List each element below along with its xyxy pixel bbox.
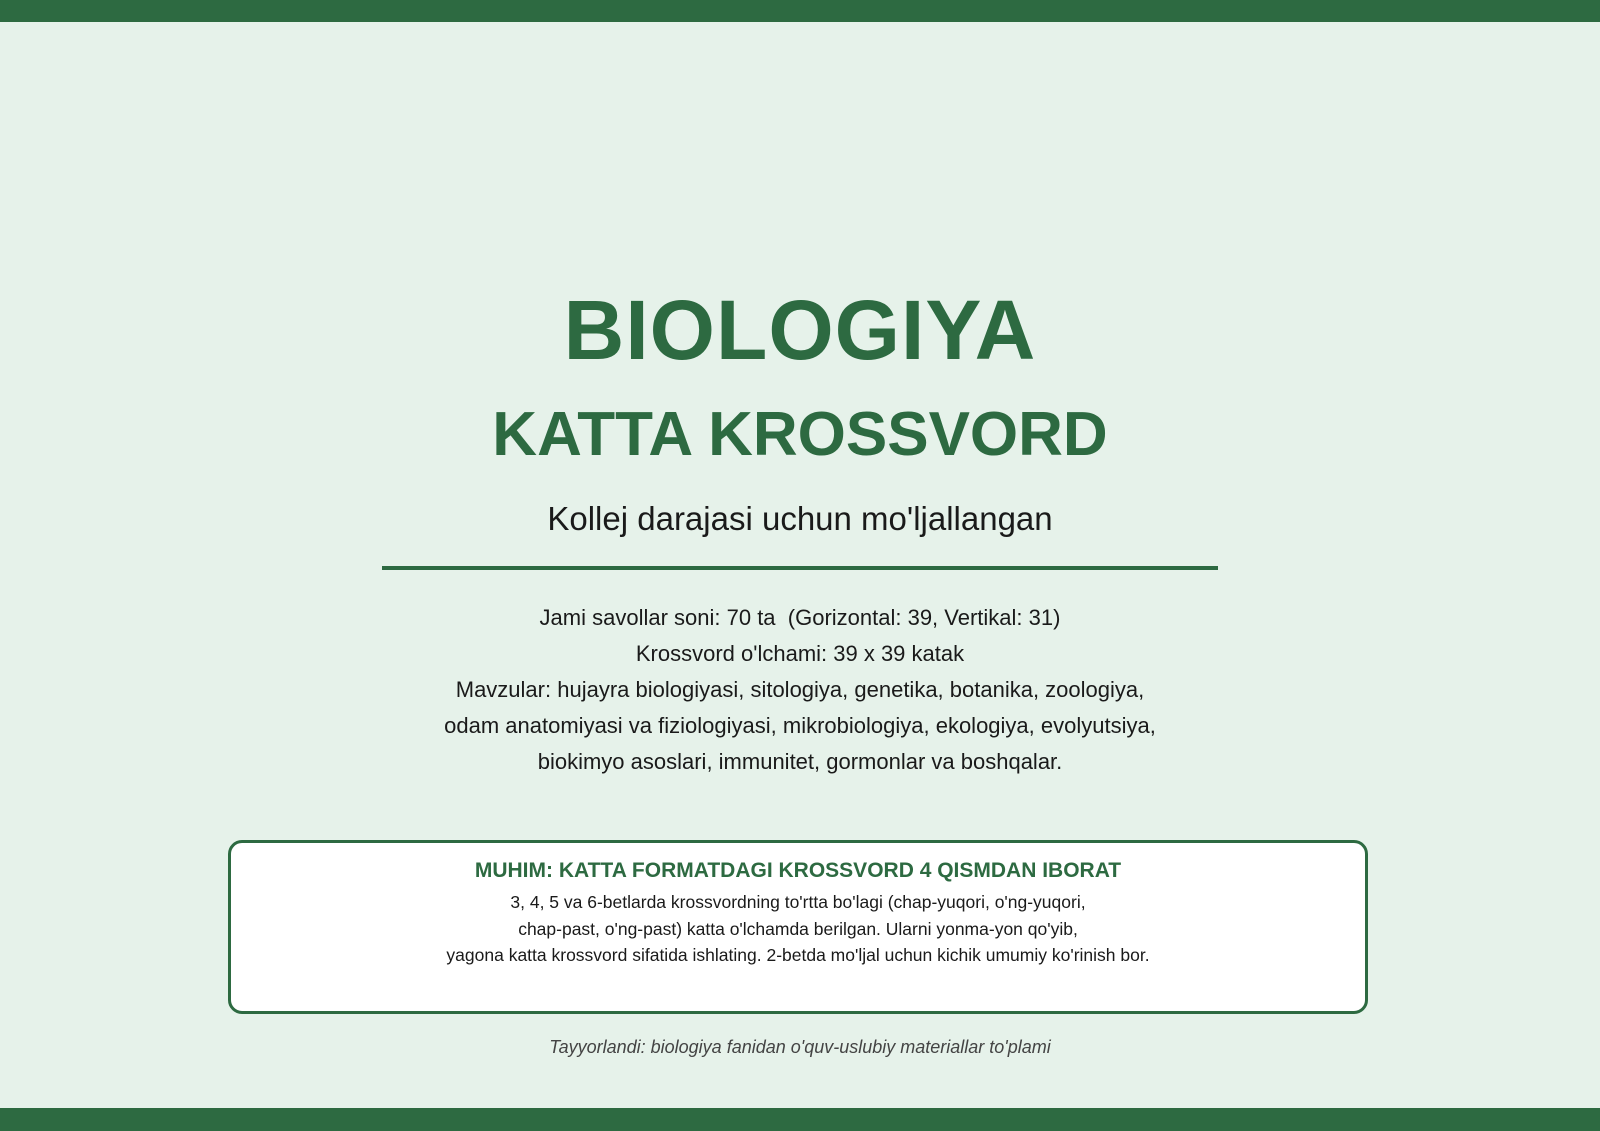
info-line-topics-1: Mavzular: hujayra biologiyasi, sitologiya, genetika, botanika, zoologiya, [455, 677, 1145, 702]
title-divider [382, 566, 1218, 570]
tagline: Kollej darajasi uchun mo'ljallangan [547, 500, 1053, 537]
notice-body [231, 889, 1365, 969]
notice-box [228, 840, 1368, 1014]
notice-line-3: yagona katta krossvord sifatida ishlating. 2-betda mo'ljal uchun kichik umumiy ko'rinish bor. [446, 945, 1150, 965]
notice-line-2: chap-past, o'ng-past) katta o'lchamda berilgan. Ularni yonma-yon qo'yib, [518, 918, 1078, 939]
top-accent-bar [0, 0, 1600, 22]
footer-credit: Tayyorlandi: biologiya fanidan o'quv-uslubiy materiallar to'plami [549, 1037, 1051, 1057]
page-title: BIOLOGIYA [563, 283, 1037, 377]
info-line-size: Krossvord o'lchami: 39 x 39 katak [635, 641, 965, 666]
notice-line-1: 3, 4, 5 va 6-betlarda krossvordning to'rtta bo'lagi (chap-yuqori, o'ng-yuqori, [510, 892, 1086, 912]
info-block [0, 600, 1600, 780]
info-line-topics-3: biokimyo asoslari, immunitet, gormonlar va boshqalar. [537, 749, 1063, 774]
bottom-accent-bar [0, 1108, 1600, 1131]
info-line-questions: Jami savollar soni: 70 ta (Gorizontal: 39, Vertikal: 31) [539, 605, 1061, 630]
notice-title: MUHIM: KATTA FORMATDAGI KROSSVORD 4 QISMDAN IBORAT [474, 859, 1122, 882]
info-line-topics-2: odam anatomiyasi va fiziologiyasi, mikrobiologiya, ekologiya, evolyutsiya, [444, 713, 1156, 738]
page-subtitle: KATTA KROSSVORD [492, 400, 1108, 469]
